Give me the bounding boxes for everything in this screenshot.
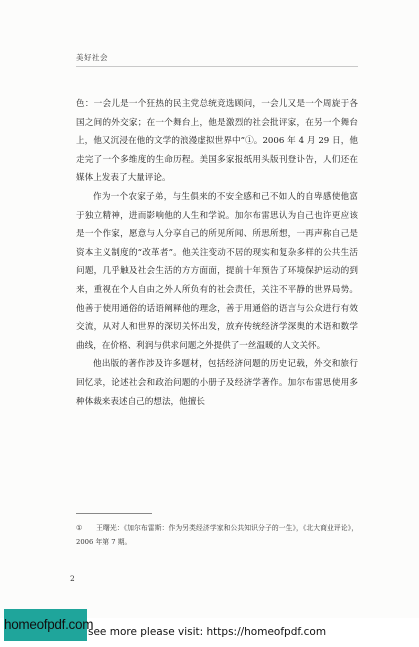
footnote xyxy=(76,521,358,549)
header-rule xyxy=(76,66,358,67)
watermark-link-text[interactable]: see more please visit: https://homeofpdf.com xyxy=(88,626,327,638)
page-number: 2 xyxy=(70,574,75,583)
footnote-mark: ① xyxy=(76,524,83,532)
paragraph-3: 他出版的著作涉及许多题材，包括经济问题的历史记载，外交和旅行回忆录，论述社会和政治问题的小册子及经济学著作。加尔布雷思使用多种体裁来表述自己的想法，他擅长 xyxy=(76,359,358,407)
paragraph-2: 作为一个农家子弟，与生俱来的不安全感和己不如人的自卑感使他富于独立精神，进而影响他的人生和学说。加尔布雷思认为自己也许更应该是一个作家，愿意与人分享自己的所见所闻、所思所想，一再声称自己是资本主义制度的“改革者”。他关注变动不居的现实和复杂多样的公共生活问题，几乎触及社会生活的方方面面，提前十年预告了环境保护运动的到来，重视在个人自由之外人所负有的社会责任，关注不平静的世界局势。他善于使用通俗的话语阐释他的理念，善于用通俗的语言与公众进行有效交流，从对人和世界的深切关怀出发，放弃传统经济学深奥的术语和数学曲线，在价格、利润与供求问题之外提供了一丝温暖的人文关怀。 xyxy=(76,191,358,351)
footnote-text: 王曙光：《加尔布雷斯：作为另类经济学家和公共知识分子的一生》，《北大商业评论》，2006 年第 7 期。 xyxy=(76,524,358,546)
footnote-rule xyxy=(76,513,152,514)
running-head: 美好社会 xyxy=(76,53,108,62)
watermark-logo[interactable]: homeofpdf.com xyxy=(4,609,87,641)
body-text xyxy=(76,95,358,411)
paragraph-1: 色：一会儿是一个狂热的民主党总统竞选顾问，一会儿又是一个周旋于各国之间的外交家；在一个舞台上，他是激烈的社会批评家，在另一个舞台上，他又沉浸在他的文学的浪漫虚拟世界中”①。2006 年 4 月 29 日，他走完了一个多维度的生命历程。美国多家报纸用头版刊登讣告，人们还在媒体上发表了大量评论。 xyxy=(76,99,358,184)
